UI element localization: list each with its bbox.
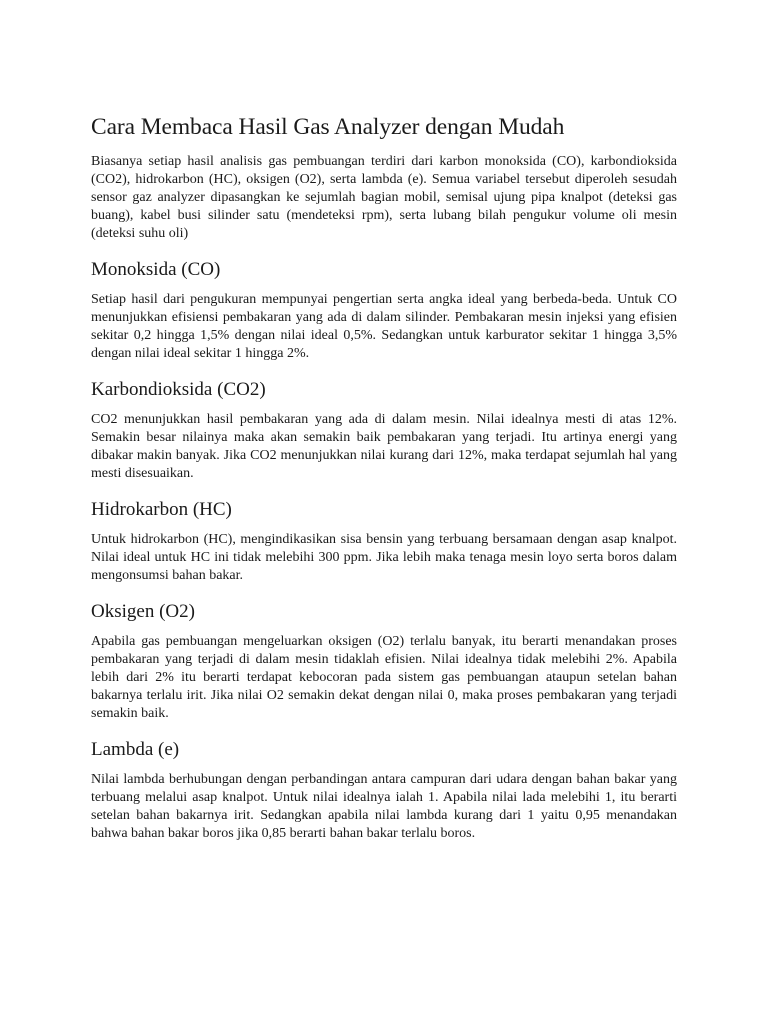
document-page	[91, 112, 677, 857]
section-body-o2: Apabila gas pembuangan mengeluarkan oksigen (O2) terlalu banyak, itu berarti menandakan proses pembakaran yang terjadi di dalam mesin tidaklah efisien. Nilai idealnya tidak melebihi 2%. Apabila lebih dari 2% itu berarti terdapat kebocoran pada sistem gas pembuangan ataupun setelan bahan bakarnya terlalu irit. Jika nilai O2 semakin dekat dengan nilai 0, maka proses pembakaran yang terjadi semakin baik.	[91, 634, 677, 721]
section-heading-hc: Hidrokarbon (HC)	[91, 499, 232, 520]
section-heading-lambda: Lambda (e)	[91, 739, 180, 760]
intro-paragraph: Biasanya setiap hasil analisis gas pembuangan terdiri dari karbon monoksida (CO), karbondioksida (CO2), hidrokarbon (HC), oksigen (O2), serta lambda (e). Semua variabel tersebut diperoleh sesudah sensor gaz analyzer dipasangkan ke sejumlah bagian mobil, semisal ujung pipa knalpot (deteksi gas buang), kabel busi silinder satu (mendeteksi rpm), serta lubang bilah pengukur volume oli mesin (deteksi suhu oli)	[91, 154, 677, 241]
section-body-co2: CO2 menunjukkan hasil pembakaran yang ada di dalam mesin. Nilai idealnya mesti di atas 12%. Semakin besar nilainya maka akan semakin baik pembakaran yang terjadi. Itu artinya energi yang dibakar makin banyak. Jika CO2 menunjukkan nilai kurang dari 12%, maka terdapat sejumlah hal yang mesti disesuaikan.	[91, 412, 677, 481]
section-body-lambda: Nilai lambda berhubungan dengan perbandingan antara campuran dari udara dengan bahan bakar yang terbuang melalui asap knalpot. Untuk nilai idealnya ialah 1. Apabila nilai lada melebihi 1, itu berarti setelan bahan bakarnya irit. Sedangkan apabila nilai lambda kurang dari 1 yaitu 0,95 menandakan bahwa bahan bakar boros jika 0,85 berarti bahan bakar terlalu boros.	[91, 772, 677, 841]
section-body-co: Setiap hasil dari pengukuran mempunyai pengertian serta angka ideal yang berbeda-beda. Untuk CO menunjukkan efisiensi pembakaran yang ada di dalam silinder. Pembakaran mesin injeksi yang efisien sekitar 0,2 hingga 1,5% dengan nilai ideal 0,5%. Sedangkan untuk karburator sekitar 1 hingga 3,5% dengan nilai ideal sekitar 1 hingga 2%.	[91, 292, 677, 361]
document-title: Cara Membaca Hasil Gas Analyzer dengan Mudah	[91, 114, 565, 140]
section-heading-co: Monoksida (CO)	[91, 259, 221, 280]
section-heading-o2: Oksigen (O2)	[91, 601, 195, 622]
section-body-hc: Untuk hidrokarbon (HC), mengindikasikan sisa bensin yang terbuang bersamaan dengan asap knalpot. Nilai ideal untuk HC ini tidak melebihi 300 ppm. Jika lebih maka tenaga mesin loyo serta boros dalam mengonsumsi bahan bakar.	[91, 532, 677, 583]
section-heading-co2: Karbondioksida (CO2)	[91, 379, 266, 400]
